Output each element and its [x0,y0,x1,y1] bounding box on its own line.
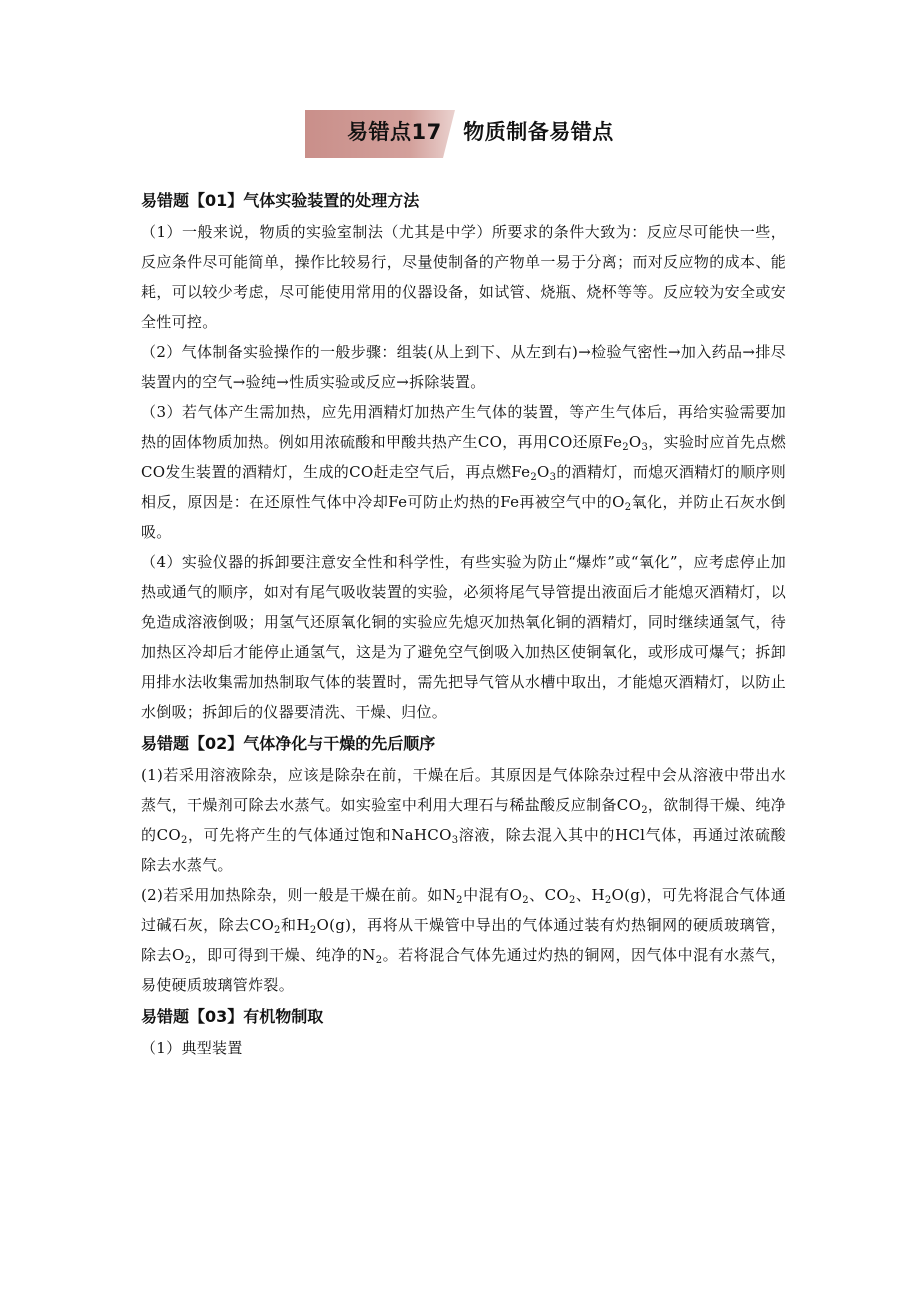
section-1-heading: 易错题【01】气体实验装置的处理方法 [141,191,420,210]
section-2-paragraph-1: (1)若采用溶液除杂，应该是除杂在前，干燥在后。其原因是气体除杂过程中会从溶液中带出水蒸气，干燥剂可除去水蒸气。如实验室中利用大理石与稀盐酸反应制备$CO_2$，欲制得干燥、纯净的$CO_2$，可先将产生的气体通过饱和NaHCO$_3$溶液，除去混入其中的HCl气体，再通过浓硫酸除去水蒸气。 [141,766,786,874]
section-2-heading: 易错题【02】气体净化与干燥的先后顺序 [141,734,436,753]
section-1-paragraph-3: （3）若气体产生需加热，应先用酒精灯加热产生气体的装置，等产生气体后，再给实验需要加热的固体物质加热。例如用浓硫酸和甲酸共热产生CO，再用CO还原$Fe_2O_3$，实验时应首先点燃CO发生装置的酒精灯，生成的CO赶走空气后，再点燃$Fe_2O_3$的酒精灯，而熄灭酒精灯的顺序则相反，原因是：在还原性气体中冷却Fe可防止灼热的Fe再被空气中的$O_2$氧化，并防止石灰水倒吸。 [141,403,787,541]
section-3-paragraph-1: （1）典型装置 [141,1039,243,1057]
section-1-paragraph-4: （4）实验仪器的拆卸要注意安全性和科学性，有些实验为防止“爆炸”或“氧化”，应考虑停止加热或通气的顺序，如对有尾气吸收装置的实验，必须将尾气导管提出液面后才能熄灭酒精灯，以免造成溶液倒吸；用氢气还原氧化铜的实验应先熄灭加热氧化铜的酒精灯，同时继续通氢气，待加热区冷却后才能停止通氢气，这是为了避免空气倒吸入加热区使铜氧化，或形成可爆气；拆卸用排水法收集需加热制取气体的装置时，需先把导气管从水槽中取出，才能熄灭酒精灯，以防止水倒吸；拆卸后的仪器要清洗、干燥、归位。 [141,553,786,721]
document-body [141,184,786,1063]
section-3-heading: 易错题【03】有机物制取 [141,1007,324,1026]
title-banner [305,110,665,158]
section-1-paragraph-1: （1）一般来说，物质的实验室制法（尤其是中学）所要求的条件大致为：反应尽可能快一些，反应条件尽可能简单，操作比较易行，尽量使制备的产物单一易于分离；而对反应物的成本、能耗，可以较少考虑，尽可能使用常用的仪器设备，如试管、烧瓶、烧杯等等。反应较为安全或安全性可控。 [141,223,786,331]
page-title: 易错点17 物质制备易错点 [347,120,614,144]
section-1-paragraph-2: （2）气体制备实验操作的一般步骤：组装(从上到下、从左到右)→检验气密性→加入药品→排尽装置内的空气→验纯→性质实验或反应→拆除装置。 [141,343,786,391]
section-2-paragraph-2: (2)若采用加热除杂，则一般是干燥在前。如$N_2$中混有$O_2$、$CO_2$、$H_2O(g)$，可先将混合气体通过碱石灰，除去$CO_2$和$H_2O(g)$，再将从干燥管中导出的气体通过装有灼热铜网的硬质玻璃管，除去$O_2$，即可得到干燥、纯净的$N_2$。若将混合气体先通过灼热的铜网，因气体中混有水蒸气，易使硬质玻璃管炸裂。 [141,886,786,994]
